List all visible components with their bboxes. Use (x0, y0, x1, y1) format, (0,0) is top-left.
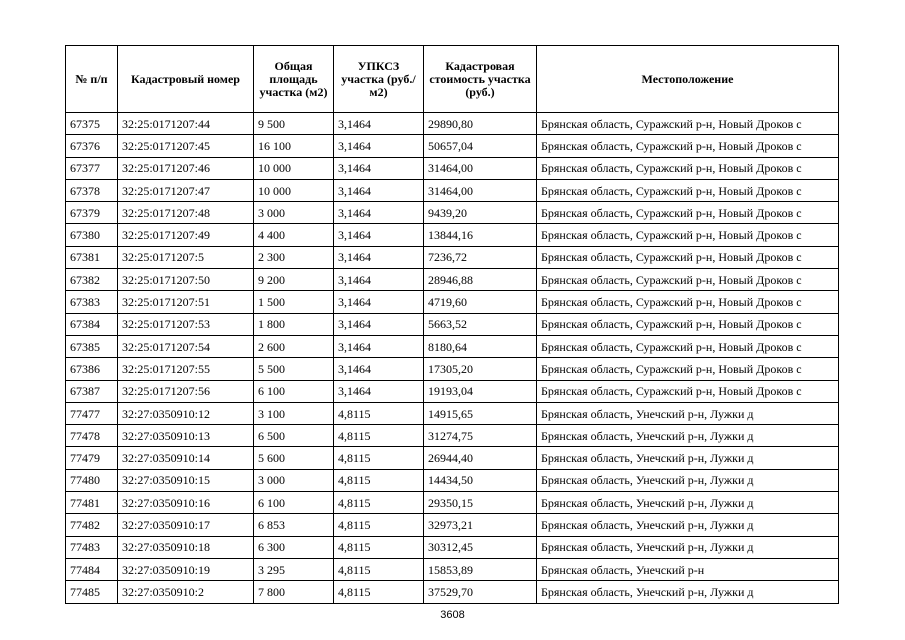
cell-cadastral-value: 9439,20 (424, 202, 537, 224)
cell-row-number: 67381 (66, 246, 118, 268)
cell-cadastral-number: 32:25:0171207:54 (118, 335, 254, 357)
cell-upksz: 4,8115 (334, 402, 424, 424)
cell-row-number: 77483 (66, 536, 118, 558)
cell-area: 3 100 (254, 402, 334, 424)
table-body (66, 113, 839, 604)
cell-upksz: 4,8115 (334, 536, 424, 558)
table-row (66, 269, 839, 291)
cell-cadastral-value: 32973,21 (424, 514, 537, 536)
cell-cadastral-number: 32:27:0350910:17 (118, 514, 254, 536)
cell-row-number: 67382 (66, 269, 118, 291)
cell-upksz: 3,1464 (334, 313, 424, 335)
cell-cadastral-value: 31464,00 (424, 157, 537, 179)
cell-cadastral-value: 14915,65 (424, 402, 537, 424)
cell-row-number: 67379 (66, 202, 118, 224)
cell-upksz: 4,8115 (334, 492, 424, 514)
cell-area: 6 500 (254, 425, 334, 447)
cell-row-number: 67383 (66, 291, 118, 313)
cell-cadastral-value: 31464,00 (424, 179, 537, 201)
cell-area: 5 600 (254, 447, 334, 469)
cell-upksz: 4,8115 (334, 447, 424, 469)
cell-location: Брянская область, Суражский р-н, Новый Дроков с (537, 157, 839, 179)
cell-area: 6 300 (254, 536, 334, 558)
cell-row-number: 77480 (66, 469, 118, 491)
cell-area: 4 400 (254, 224, 334, 246)
cell-row-number: 67378 (66, 179, 118, 201)
cell-location: Брянская область, Унечский р-н, Лужки д (537, 492, 839, 514)
table-row (66, 135, 839, 157)
cell-cadastral-value: 4719,60 (424, 291, 537, 313)
cell-row-number: 67375 (66, 113, 118, 135)
cell-location: Брянская область, Суражский р-н, Новый Дроков с (537, 291, 839, 313)
cell-cadastral-value: 19193,04 (424, 380, 537, 402)
cell-cadastral-number: 32:27:0350910:16 (118, 492, 254, 514)
cell-cadastral-number: 32:27:0350910:18 (118, 536, 254, 558)
cell-upksz: 3,1464 (334, 358, 424, 380)
cell-cadastral-number: 32:25:0171207:55 (118, 358, 254, 380)
table-row (66, 202, 839, 224)
cell-location: Брянская область, Суражский р-н, Новый Дроков с (537, 224, 839, 246)
cell-location: Брянская область, Унечский р-н (537, 558, 839, 580)
cell-row-number: 77477 (66, 402, 118, 424)
table-row (66, 536, 839, 558)
cell-row-number: 67386 (66, 358, 118, 380)
cell-location: Брянская область, Унечский р-н, Лужки д (537, 536, 839, 558)
cell-location: Брянская область, Суражский р-н, Новый Дроков с (537, 135, 839, 157)
cell-cadastral-number: 32:25:0171207:47 (118, 179, 254, 201)
cell-row-number: 77485 (66, 581, 118, 603)
cell-cadastral-value: 8180,64 (424, 335, 537, 357)
cell-cadastral-value: 26944,40 (424, 447, 537, 469)
cell-location: Брянская область, Суражский р-н, Новый Дроков с (537, 179, 839, 201)
cell-area: 3 000 (254, 469, 334, 491)
cell-cadastral-number: 32:25:0171207:5 (118, 246, 254, 268)
cell-row-number: 77482 (66, 514, 118, 536)
cell-area: 2 600 (254, 335, 334, 357)
table-header-row (66, 46, 839, 113)
cell-cadastral-number: 32:25:0171207:45 (118, 135, 254, 157)
cell-cadastral-value: 7236,72 (424, 246, 537, 268)
table-row (66, 179, 839, 201)
cell-cadastral-number: 32:27:0350910:14 (118, 447, 254, 469)
cell-cadastral-value: 29350,15 (424, 492, 537, 514)
cell-area: 5 500 (254, 358, 334, 380)
cell-upksz: 3,1464 (334, 179, 424, 201)
cell-upksz: 3,1464 (334, 224, 424, 246)
header-cadastral-number: Кадастровый номер (118, 46, 254, 113)
cell-area: 9 500 (254, 113, 334, 135)
cell-cadastral-number: 32:25:0171207:46 (118, 157, 254, 179)
cell-cadastral-number: 32:27:0350910:2 (118, 581, 254, 603)
cell-location: Брянская область, Суражский р-н, Новый Дроков с (537, 202, 839, 224)
cell-area: 10 000 (254, 179, 334, 201)
cell-cadastral-number: 32:27:0350910:19 (118, 558, 254, 580)
cell-upksz: 3,1464 (334, 291, 424, 313)
table-row (66, 558, 839, 580)
cell-row-number: 77479 (66, 447, 118, 469)
cell-cadastral-number: 32:25:0171207:51 (118, 291, 254, 313)
cell-cadastral-value: 15853,89 (424, 558, 537, 580)
cell-upksz: 4,8115 (334, 558, 424, 580)
cell-area: 6 100 (254, 380, 334, 402)
cell-upksz: 3,1464 (334, 113, 424, 135)
cell-cadastral-number: 32:27:0350910:12 (118, 402, 254, 424)
table-row (66, 514, 839, 536)
cell-upksz: 3,1464 (334, 380, 424, 402)
cell-location: Брянская область, Суражский р-н, Новый Дроков с (537, 335, 839, 357)
cell-area: 2 300 (254, 246, 334, 268)
table-row (66, 313, 839, 335)
cell-location: Брянская область, Унечский р-н, Лужки д (537, 469, 839, 491)
cell-area: 3 000 (254, 202, 334, 224)
cell-row-number: 77478 (66, 425, 118, 447)
cell-cadastral-value: 37529,70 (424, 581, 537, 603)
cell-cadastral-number: 32:25:0171207:50 (118, 269, 254, 291)
cell-cadastral-number: 32:25:0171207:49 (118, 224, 254, 246)
cell-row-number: 67376 (66, 135, 118, 157)
header-upksz: УПКСЗ участка (руб./м2) (334, 46, 424, 113)
cell-location: Брянская область, Суражский р-н, Новый Дроков с (537, 358, 839, 380)
table-row (66, 469, 839, 491)
cell-location: Брянская область, Суражский р-н, Новый Дроков с (537, 113, 839, 135)
cell-upksz: 3,1464 (334, 135, 424, 157)
table-row (66, 224, 839, 246)
cell-cadastral-value: 29890,80 (424, 113, 537, 135)
cell-cadastral-value: 28946,88 (424, 269, 537, 291)
cell-row-number: 77484 (66, 558, 118, 580)
cadastral-table (65, 45, 839, 604)
cell-location: Брянская область, Суражский р-н, Новый Дроков с (537, 380, 839, 402)
cell-row-number: 67380 (66, 224, 118, 246)
cell-cadastral-number: 32:25:0171207:48 (118, 202, 254, 224)
cell-cadastral-number: 32:27:0350910:13 (118, 425, 254, 447)
header-location: Местоположение (537, 46, 839, 113)
cell-upksz: 3,1464 (334, 269, 424, 291)
table-row (66, 157, 839, 179)
header-area: Общая площадь участка (м2) (254, 46, 334, 113)
cell-cadastral-value: 30312,45 (424, 536, 537, 558)
table-row (66, 291, 839, 313)
cell-location: Брянская область, Унечский р-н, Лужки д (537, 402, 839, 424)
cell-upksz: 3,1464 (334, 202, 424, 224)
cell-area: 6 100 (254, 492, 334, 514)
cell-location: Брянская область, Унечский р-н, Лужки д (537, 581, 839, 603)
cell-row-number: 67387 (66, 380, 118, 402)
table-row (66, 335, 839, 357)
table-row (66, 402, 839, 424)
table-row (66, 246, 839, 268)
cell-upksz: 4,8115 (334, 514, 424, 536)
header-row-number: № п/п (66, 46, 118, 113)
cell-upksz: 3,1464 (334, 157, 424, 179)
header-cadastral-value: Кадастровая стоимость участка (руб.) (424, 46, 537, 113)
cell-area: 1 500 (254, 291, 334, 313)
cell-location: Брянская область, Суражский р-н, Новый Дроков с (537, 246, 839, 268)
table-row (66, 358, 839, 380)
cell-cadastral-number: 32:25:0171207:56 (118, 380, 254, 402)
cell-area: 16 100 (254, 135, 334, 157)
table-row (66, 113, 839, 135)
cell-cadastral-value: 14434,50 (424, 469, 537, 491)
cell-upksz: 4,8115 (334, 581, 424, 603)
cell-upksz: 3,1464 (334, 246, 424, 268)
cell-location: Брянская область, Унечский р-н, Лужки д (537, 514, 839, 536)
cell-cadastral-number: 32:25:0171207:44 (118, 113, 254, 135)
table-row (66, 447, 839, 469)
cell-area: 3 295 (254, 558, 334, 580)
cell-location: Брянская область, Унечский р-н, Лужки д (537, 425, 839, 447)
cell-upksz: 4,8115 (334, 469, 424, 491)
cell-upksz: 4,8115 (334, 425, 424, 447)
cell-row-number: 67377 (66, 157, 118, 179)
cell-location: Брянская область, Суражский р-н, Новый Дроков с (537, 313, 839, 335)
table-row (66, 380, 839, 402)
table-row (66, 581, 839, 603)
cell-row-number: 77481 (66, 492, 118, 514)
cell-row-number: 67385 (66, 335, 118, 357)
cell-row-number: 67384 (66, 313, 118, 335)
cell-cadastral-value: 5663,52 (424, 313, 537, 335)
cell-upksz: 3,1464 (334, 335, 424, 357)
cell-area: 9 200 (254, 269, 334, 291)
cell-location: Брянская область, Суражский р-н, Новый Дроков с (537, 269, 839, 291)
cell-location: Брянская область, Унечский р-н, Лужки д (537, 447, 839, 469)
cell-area: 7 800 (254, 581, 334, 603)
page-number: 3608 (440, 609, 465, 621)
cell-cadastral-number: 32:27:0350910:15 (118, 469, 254, 491)
table-row (66, 425, 839, 447)
cell-area: 10 000 (254, 157, 334, 179)
cell-cadastral-value: 31274,75 (424, 425, 537, 447)
cell-cadastral-number: 32:25:0171207:53 (118, 313, 254, 335)
cell-area: 6 853 (254, 514, 334, 536)
cell-cadastral-value: 50657,04 (424, 135, 537, 157)
table-row (66, 492, 839, 514)
cell-cadastral-value: 13844,16 (424, 224, 537, 246)
cell-cadastral-value: 17305,20 (424, 358, 537, 380)
cell-area: 1 800 (254, 313, 334, 335)
